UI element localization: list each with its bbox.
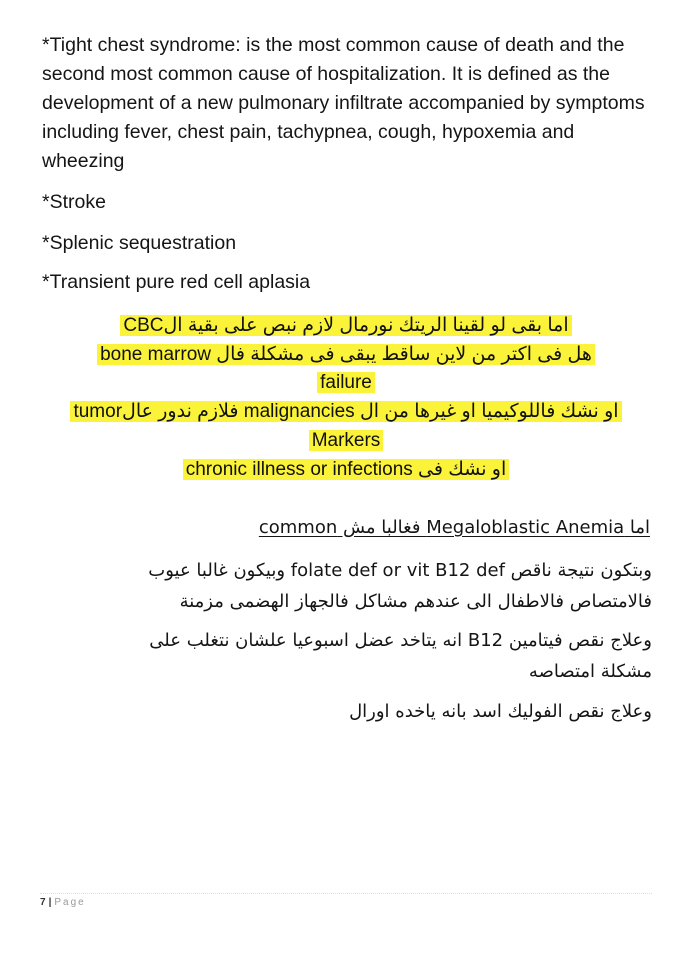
megaloblastic-line-4: مشكلة امتصاصه bbox=[528, 661, 652, 682]
megaloblastic-line-2: فالامتصاص فالاطفال الى عندهم مشاكل فالجهاز الهضمى مزمنة bbox=[179, 591, 652, 612]
megaloblastic-line-5: وعلاج نقص الفوليك اسد بانه ياخده اورال bbox=[349, 701, 652, 722]
highlight-line-5: Markers bbox=[0, 426, 692, 455]
highlight-line-3: failure bbox=[0, 368, 692, 397]
red-cell-aplasia-item: *Transient pure red cell aplasia bbox=[42, 271, 311, 293]
highlight-line-1: اما بقى لو لقينا الريتك نورمال لازم نبص على بقية الCBC bbox=[0, 311, 692, 340]
stroke-item: *Stroke bbox=[42, 191, 106, 213]
highlight-line-2: هل فى اكتر من لاين ساقط يبقى فى مشكلة فال bone marrow bbox=[0, 340, 692, 369]
footer-divider bbox=[40, 893, 652, 894]
page-footer bbox=[40, 897, 86, 908]
megaloblastic-line-3: وعلاج نقص فيتامين B12 انه يتاخد عضل اسبوعيا علشان نتغلب على bbox=[149, 630, 652, 651]
footer-separator: | bbox=[48, 897, 53, 908]
megaloblastic-heading: اما Megaloblastic Anemia فغالبا مش common bbox=[258, 517, 650, 538]
highlight-line-4: او نشك فاللوكيميا او غيرها من ال malignancies فلازم ندور عالtumor bbox=[0, 397, 692, 426]
tight-chest-syndrome-paragraph: *Tight chest syndrome: is the most common cause of death and the second most common cause of hospitalization. It is defined as the development of a new pulmonary infiltrate accompanied by symptoms including fever, chest pain, tachypnea, cough, hypoxemia and wheezing bbox=[42, 34, 645, 172]
splenic-sequestration-item: *Splenic sequestration bbox=[42, 232, 237, 254]
highlight-line-6: او نشك فى chronic illness or infections bbox=[0, 455, 692, 484]
page-number: 7 bbox=[40, 897, 47, 908]
page-word: Page bbox=[54, 897, 86, 908]
megaloblastic-line-1: وبتكون نتيجة ناقص folate def or vit B12 def وبيكون غالبا عيوب bbox=[148, 560, 652, 581]
